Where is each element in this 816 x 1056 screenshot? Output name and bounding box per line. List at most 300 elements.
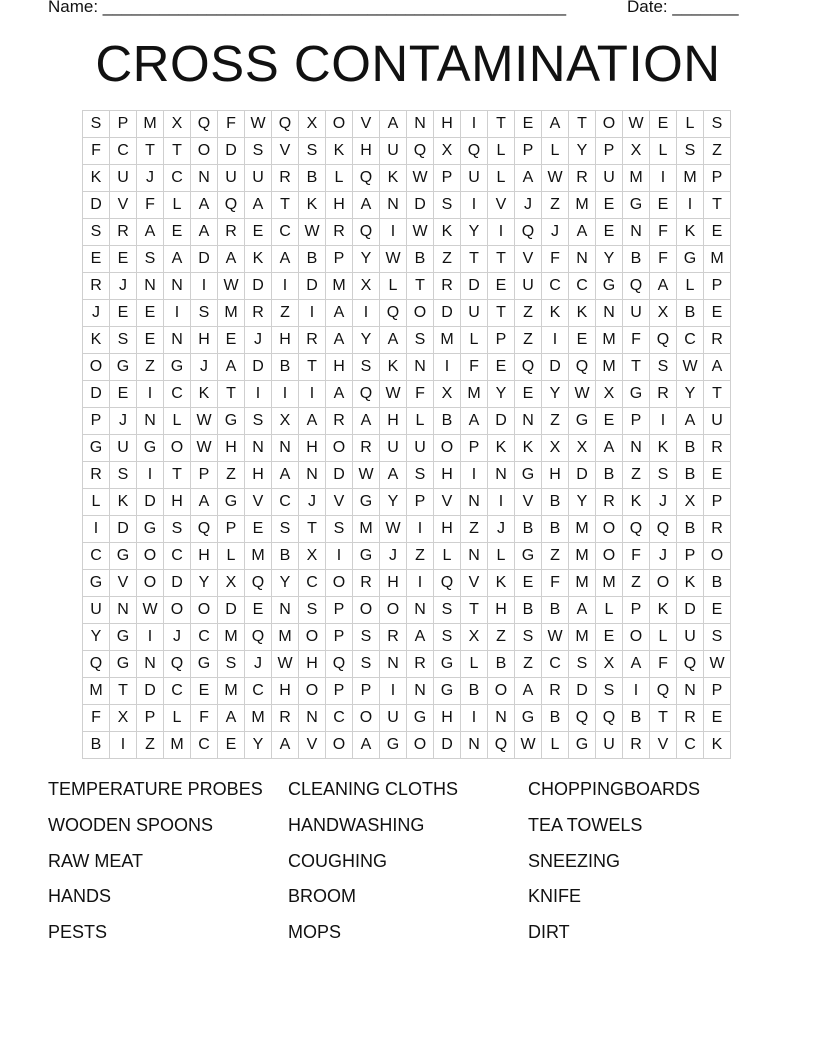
grid-cell[interactable]: Q [677, 651, 704, 678]
grid-cell[interactable]: Y [353, 246, 380, 273]
grid-cell[interactable]: F [650, 651, 677, 678]
grid-cell[interactable]: I [326, 543, 353, 570]
grid-cell[interactable]: P [704, 489, 731, 516]
grid-cell[interactable]: R [704, 327, 731, 354]
grid-cell[interactable]: M [326, 273, 353, 300]
grid-cell[interactable]: U [407, 435, 434, 462]
grid-cell[interactable]: H [164, 489, 191, 516]
grid-cell[interactable]: U [245, 165, 272, 192]
grid-cell[interactable]: O [326, 435, 353, 462]
grid-cell[interactable]: L [83, 489, 110, 516]
grid-cell[interactable]: S [650, 354, 677, 381]
grid-cell[interactable]: P [704, 678, 731, 705]
grid-cell[interactable]: Z [137, 354, 164, 381]
grid-cell[interactable]: H [434, 462, 461, 489]
grid-cell[interactable]: O [623, 624, 650, 651]
grid-cell[interactable]: Q [353, 381, 380, 408]
grid-cell[interactable]: A [353, 192, 380, 219]
grid-cell[interactable]: E [704, 300, 731, 327]
grid-cell[interactable]: R [434, 273, 461, 300]
grid-cell[interactable]: B [488, 651, 515, 678]
grid-cell[interactable]: S [326, 516, 353, 543]
grid-cell[interactable]: Y [542, 381, 569, 408]
grid-cell[interactable]: T [623, 354, 650, 381]
grid-cell[interactable]: P [461, 435, 488, 462]
grid-cell[interactable]: O [299, 678, 326, 705]
grid-cell[interactable]: K [380, 354, 407, 381]
grid-cell[interactable]: M [83, 678, 110, 705]
grid-cell[interactable]: A [137, 219, 164, 246]
grid-cell[interactable]: E [110, 381, 137, 408]
grid-cell[interactable]: D [407, 192, 434, 219]
grid-cell[interactable]: Q [326, 651, 353, 678]
grid-cell[interactable]: A [218, 354, 245, 381]
grid-cell[interactable]: H [488, 597, 515, 624]
grid-cell[interactable]: H [299, 651, 326, 678]
grid-cell[interactable]: H [272, 678, 299, 705]
grid-cell[interactable]: Q [488, 732, 515, 759]
grid-cell[interactable]: G [218, 489, 245, 516]
grid-cell[interactable]: V [434, 489, 461, 516]
grid-cell[interactable]: Z [461, 516, 488, 543]
grid-cell[interactable]: L [218, 543, 245, 570]
grid-cell[interactable]: T [704, 192, 731, 219]
grid-cell[interactable]: N [461, 732, 488, 759]
grid-cell[interactable]: P [623, 408, 650, 435]
grid-cell[interactable]: H [218, 435, 245, 462]
grid-cell[interactable]: C [542, 651, 569, 678]
grid-cell[interactable]: O [434, 435, 461, 462]
grid-cell[interactable]: Q [623, 273, 650, 300]
grid-cell[interactable]: A [272, 246, 299, 273]
grid-cell[interactable]: G [137, 516, 164, 543]
grid-cell[interactable]: R [596, 489, 623, 516]
grid-cell[interactable]: U [704, 408, 731, 435]
grid-cell[interactable]: E [110, 300, 137, 327]
grid-cell[interactable]: T [407, 273, 434, 300]
grid-cell[interactable]: A [461, 408, 488, 435]
grid-cell[interactable]: E [83, 246, 110, 273]
grid-cell[interactable]: W [353, 462, 380, 489]
grid-cell[interactable]: V [515, 246, 542, 273]
grid-cell[interactable]: D [326, 462, 353, 489]
grid-cell[interactable]: M [137, 111, 164, 138]
grid-cell[interactable]: Y [488, 381, 515, 408]
grid-cell[interactable]: Q [353, 219, 380, 246]
grid-cell[interactable]: S [164, 516, 191, 543]
grid-cell[interactable]: V [299, 732, 326, 759]
grid-cell[interactable]: F [623, 543, 650, 570]
grid-cell[interactable]: I [191, 273, 218, 300]
grid-cell[interactable]: A [650, 273, 677, 300]
grid-cell[interactable]: V [110, 570, 137, 597]
grid-cell[interactable]: E [596, 624, 623, 651]
grid-cell[interactable]: K [623, 489, 650, 516]
grid-cell[interactable]: J [110, 273, 137, 300]
grid-cell[interactable]: Q [191, 516, 218, 543]
grid-cell[interactable]: A [515, 165, 542, 192]
grid-cell[interactable]: Y [380, 489, 407, 516]
grid-cell[interactable]: C [245, 678, 272, 705]
grid-cell[interactable]: N [110, 597, 137, 624]
grid-cell[interactable]: L [164, 705, 191, 732]
grid-cell[interactable]: T [164, 462, 191, 489]
grid-cell[interactable]: O [191, 597, 218, 624]
grid-cell[interactable]: D [569, 678, 596, 705]
grid-cell[interactable]: B [542, 597, 569, 624]
grid-cell[interactable]: T [218, 381, 245, 408]
grid-cell[interactable]: P [110, 111, 137, 138]
grid-cell[interactable]: O [326, 111, 353, 138]
grid-cell[interactable]: G [83, 435, 110, 462]
grid-cell[interactable]: J [164, 624, 191, 651]
grid-cell[interactable]: O [299, 624, 326, 651]
grid-cell[interactable]: Q [623, 516, 650, 543]
grid-cell[interactable]: W [542, 624, 569, 651]
grid-cell[interactable]: O [353, 597, 380, 624]
grid-cell[interactable]: L [407, 408, 434, 435]
grid-cell[interactable]: K [704, 732, 731, 759]
grid-cell[interactable]: V [110, 192, 137, 219]
grid-cell[interactable]: G [164, 354, 191, 381]
grid-cell[interactable]: Z [515, 300, 542, 327]
grid-cell[interactable]: M [569, 570, 596, 597]
grid-cell[interactable]: I [677, 192, 704, 219]
grid-cell[interactable]: S [299, 597, 326, 624]
grid-cell[interactable]: L [164, 408, 191, 435]
grid-cell[interactable]: X [434, 381, 461, 408]
grid-cell[interactable]: T [110, 678, 137, 705]
grid-cell[interactable]: F [650, 219, 677, 246]
grid-cell[interactable]: R [83, 273, 110, 300]
grid-cell[interactable]: W [677, 354, 704, 381]
grid-cell[interactable]: U [110, 165, 137, 192]
grid-cell[interactable]: B [677, 462, 704, 489]
grid-cell[interactable]: A [164, 246, 191, 273]
grid-cell[interactable]: T [299, 516, 326, 543]
grid-cell[interactable]: N [623, 219, 650, 246]
grid-cell[interactable]: E [218, 732, 245, 759]
grid-cell[interactable]: L [461, 651, 488, 678]
grid-cell[interactable]: G [515, 705, 542, 732]
grid-cell[interactable]: I [380, 219, 407, 246]
grid-cell[interactable]: J [650, 543, 677, 570]
grid-cell[interactable]: H [380, 408, 407, 435]
grid-cell[interactable]: R [299, 327, 326, 354]
grid-cell[interactable]: S [299, 138, 326, 165]
grid-cell[interactable]: Z [623, 462, 650, 489]
grid-cell[interactable]: T [272, 192, 299, 219]
grid-cell[interactable]: T [461, 597, 488, 624]
grid-cell[interactable]: S [704, 624, 731, 651]
grid-cell[interactable]: O [596, 543, 623, 570]
grid-cell[interactable]: Z [542, 192, 569, 219]
grid-cell[interactable]: P [704, 273, 731, 300]
grid-cell[interactable]: Z [434, 246, 461, 273]
grid-cell[interactable]: L [461, 327, 488, 354]
grid-cell[interactable]: F [542, 246, 569, 273]
grid-cell[interactable]: V [488, 192, 515, 219]
grid-cell[interactable]: I [461, 111, 488, 138]
grid-cell[interactable]: O [596, 516, 623, 543]
grid-cell[interactable]: A [191, 489, 218, 516]
grid-cell[interactable]: N [272, 597, 299, 624]
grid-cell[interactable]: G [515, 462, 542, 489]
grid-cell[interactable]: I [650, 408, 677, 435]
grid-cell[interactable]: I [650, 165, 677, 192]
grid-cell[interactable]: D [83, 192, 110, 219]
grid-cell[interactable]: P [704, 165, 731, 192]
grid-cell[interactable]: Y [353, 327, 380, 354]
grid-cell[interactable]: A [515, 678, 542, 705]
grid-cell[interactable]: D [218, 138, 245, 165]
grid-cell[interactable]: Y [596, 246, 623, 273]
grid-cell[interactable]: H [191, 543, 218, 570]
grid-cell[interactable]: G [110, 651, 137, 678]
grid-cell[interactable]: P [677, 543, 704, 570]
grid-cell[interactable]: N [488, 462, 515, 489]
grid-cell[interactable]: Y [191, 570, 218, 597]
grid-cell[interactable]: F [137, 192, 164, 219]
grid-cell[interactable]: Q [407, 138, 434, 165]
grid-cell[interactable]: M [164, 732, 191, 759]
grid-cell[interactable]: B [299, 246, 326, 273]
grid-cell[interactable]: I [434, 354, 461, 381]
grid-cell[interactable]: H [326, 354, 353, 381]
grid-cell[interactable]: M [434, 327, 461, 354]
grid-cell[interactable]: P [326, 624, 353, 651]
grid-cell[interactable]: V [515, 489, 542, 516]
grid-cell[interactable]: M [245, 543, 272, 570]
grid-cell[interactable]: H [245, 462, 272, 489]
grid-cell[interactable]: M [596, 354, 623, 381]
grid-cell[interactable]: K [650, 597, 677, 624]
grid-cell[interactable]: E [245, 516, 272, 543]
grid-cell[interactable]: W [137, 597, 164, 624]
grid-cell[interactable]: D [542, 354, 569, 381]
grid-cell[interactable]: N [164, 273, 191, 300]
grid-cell[interactable]: S [110, 327, 137, 354]
grid-cell[interactable]: P [488, 327, 515, 354]
grid-cell[interactable]: S [407, 462, 434, 489]
grid-cell[interactable]: U [110, 435, 137, 462]
grid-cell[interactable]: R [245, 300, 272, 327]
grid-cell[interactable]: X [596, 651, 623, 678]
grid-cell[interactable]: I [137, 624, 164, 651]
grid-cell[interactable]: E [110, 246, 137, 273]
grid-cell[interactable]: O [650, 570, 677, 597]
grid-cell[interactable]: M [569, 192, 596, 219]
grid-cell[interactable]: I [488, 219, 515, 246]
grid-cell[interactable]: M [272, 624, 299, 651]
grid-cell[interactable]: G [623, 192, 650, 219]
grid-cell[interactable]: J [380, 543, 407, 570]
grid-cell[interactable]: B [623, 246, 650, 273]
grid-cell[interactable]: E [137, 300, 164, 327]
grid-cell[interactable]: F [650, 246, 677, 273]
grid-cell[interactable]: N [191, 165, 218, 192]
grid-cell[interactable]: I [272, 381, 299, 408]
grid-cell[interactable]: Y [569, 489, 596, 516]
grid-cell[interactable]: S [704, 111, 731, 138]
grid-cell[interactable]: I [272, 273, 299, 300]
grid-cell[interactable]: P [326, 246, 353, 273]
grid-cell[interactable]: D [488, 408, 515, 435]
grid-cell[interactable]: G [434, 678, 461, 705]
grid-cell[interactable]: J [245, 327, 272, 354]
grid-cell[interactable]: D [434, 732, 461, 759]
grid-cell[interactable]: X [164, 111, 191, 138]
grid-cell[interactable]: W [380, 516, 407, 543]
grid-cell[interactable]: O [137, 543, 164, 570]
grid-cell[interactable]: X [677, 489, 704, 516]
grid-cell[interactable]: Y [272, 570, 299, 597]
grid-cell[interactable]: H [191, 327, 218, 354]
grid-cell[interactable]: H [353, 138, 380, 165]
grid-cell[interactable]: S [110, 462, 137, 489]
grid-cell[interactable]: R [704, 435, 731, 462]
grid-cell[interactable]: Q [569, 354, 596, 381]
grid-cell[interactable]: J [542, 219, 569, 246]
grid-cell[interactable]: H [542, 462, 569, 489]
grid-cell[interactable]: U [677, 624, 704, 651]
grid-cell[interactable]: G [596, 273, 623, 300]
grid-cell[interactable]: J [245, 651, 272, 678]
grid-cell[interactable]: G [515, 543, 542, 570]
grid-cell[interactable]: F [461, 354, 488, 381]
grid-cell[interactable]: K [569, 300, 596, 327]
grid-cell[interactable]: B [272, 354, 299, 381]
grid-cell[interactable]: A [191, 219, 218, 246]
grid-cell[interactable]: C [272, 219, 299, 246]
grid-cell[interactable]: N [299, 462, 326, 489]
grid-cell[interactable]: Y [677, 381, 704, 408]
grid-cell[interactable]: I [407, 516, 434, 543]
grid-cell[interactable]: I [380, 678, 407, 705]
grid-cell[interactable]: R [110, 219, 137, 246]
grid-cell[interactable]: P [137, 705, 164, 732]
grid-cell[interactable]: V [650, 732, 677, 759]
grid-cell[interactable]: R [83, 462, 110, 489]
grid-cell[interactable]: Q [272, 111, 299, 138]
grid-cell[interactable]: P [326, 678, 353, 705]
grid-cell[interactable]: C [326, 705, 353, 732]
grid-cell[interactable]: Q [569, 705, 596, 732]
grid-cell[interactable]: D [137, 489, 164, 516]
grid-cell[interactable]: M [218, 624, 245, 651]
grid-cell[interactable]: Z [218, 462, 245, 489]
grid-cell[interactable]: S [353, 354, 380, 381]
grid-cell[interactable]: N [407, 678, 434, 705]
grid-cell[interactable]: Q [461, 138, 488, 165]
grid-cell[interactable]: K [677, 570, 704, 597]
grid-cell[interactable]: U [596, 732, 623, 759]
grid-cell[interactable]: B [515, 516, 542, 543]
grid-cell[interactable]: C [677, 327, 704, 354]
grid-cell[interactable]: L [488, 165, 515, 192]
grid-cell[interactable]: I [461, 705, 488, 732]
grid-cell[interactable]: I [488, 489, 515, 516]
grid-cell[interactable]: A [272, 462, 299, 489]
grid-cell[interactable]: R [704, 516, 731, 543]
grid-cell[interactable]: V [245, 489, 272, 516]
grid-cell[interactable]: X [299, 111, 326, 138]
grid-cell[interactable]: Y [461, 219, 488, 246]
grid-cell[interactable]: N [569, 246, 596, 273]
grid-cell[interactable]: E [515, 570, 542, 597]
grid-cell[interactable]: K [650, 435, 677, 462]
grid-cell[interactable]: I [245, 381, 272, 408]
grid-cell[interactable]: G [83, 570, 110, 597]
grid-cell[interactable]: O [164, 597, 191, 624]
grid-cell[interactable]: M [218, 300, 245, 327]
grid-cell[interactable]: W [191, 435, 218, 462]
grid-cell[interactable]: A [353, 408, 380, 435]
grid-cell[interactable]: B [542, 705, 569, 732]
grid-cell[interactable]: A [380, 111, 407, 138]
grid-cell[interactable]: I [110, 732, 137, 759]
grid-cell[interactable]: A [353, 732, 380, 759]
grid-cell[interactable]: F [83, 705, 110, 732]
grid-cell[interactable]: Y [245, 732, 272, 759]
grid-cell[interactable]: O [488, 678, 515, 705]
grid-cell[interactable]: I [83, 516, 110, 543]
grid-cell[interactable]: S [434, 624, 461, 651]
grid-cell[interactable]: H [434, 516, 461, 543]
grid-cell[interactable]: G [353, 543, 380, 570]
grid-cell[interactable]: C [542, 273, 569, 300]
grid-cell[interactable]: Z [272, 300, 299, 327]
grid-cell[interactable]: Q [650, 516, 677, 543]
grid-cell[interactable]: D [569, 462, 596, 489]
grid-cell[interactable]: C [164, 165, 191, 192]
grid-cell[interactable]: B [542, 489, 569, 516]
grid-cell[interactable]: K [83, 327, 110, 354]
grid-cell[interactable]: E [704, 219, 731, 246]
grid-cell[interactable]: C [83, 543, 110, 570]
grid-cell[interactable]: Q [596, 705, 623, 732]
grid-cell[interactable]: Z [623, 570, 650, 597]
grid-cell[interactable]: P [191, 462, 218, 489]
grid-cell[interactable]: Q [434, 570, 461, 597]
grid-cell[interactable]: Z [515, 327, 542, 354]
grid-cell[interactable]: E [596, 192, 623, 219]
grid-cell[interactable]: A [407, 624, 434, 651]
grid-cell[interactable]: W [704, 651, 731, 678]
grid-cell[interactable]: B [461, 678, 488, 705]
grid-cell[interactable]: X [542, 435, 569, 462]
grid-cell[interactable]: X [272, 408, 299, 435]
grid-cell[interactable]: X [434, 138, 461, 165]
grid-cell[interactable]: U [596, 165, 623, 192]
grid-cell[interactable]: P [83, 408, 110, 435]
grid-cell[interactable]: S [83, 111, 110, 138]
grid-cell[interactable]: S [83, 219, 110, 246]
grid-cell[interactable]: W [623, 111, 650, 138]
grid-cell[interactable]: Z [137, 732, 164, 759]
grid-cell[interactable]: A [380, 327, 407, 354]
grid-cell[interactable]: X [650, 300, 677, 327]
grid-cell[interactable]: K [245, 246, 272, 273]
grid-cell[interactable]: G [677, 246, 704, 273]
grid-cell[interactable]: W [569, 381, 596, 408]
grid-cell[interactable]: P [407, 489, 434, 516]
grid-cell[interactable]: G [623, 381, 650, 408]
grid-cell[interactable]: T [650, 705, 677, 732]
grid-cell[interactable]: Q [191, 111, 218, 138]
grid-cell[interactable]: M [596, 570, 623, 597]
grid-cell[interactable]: B [407, 246, 434, 273]
